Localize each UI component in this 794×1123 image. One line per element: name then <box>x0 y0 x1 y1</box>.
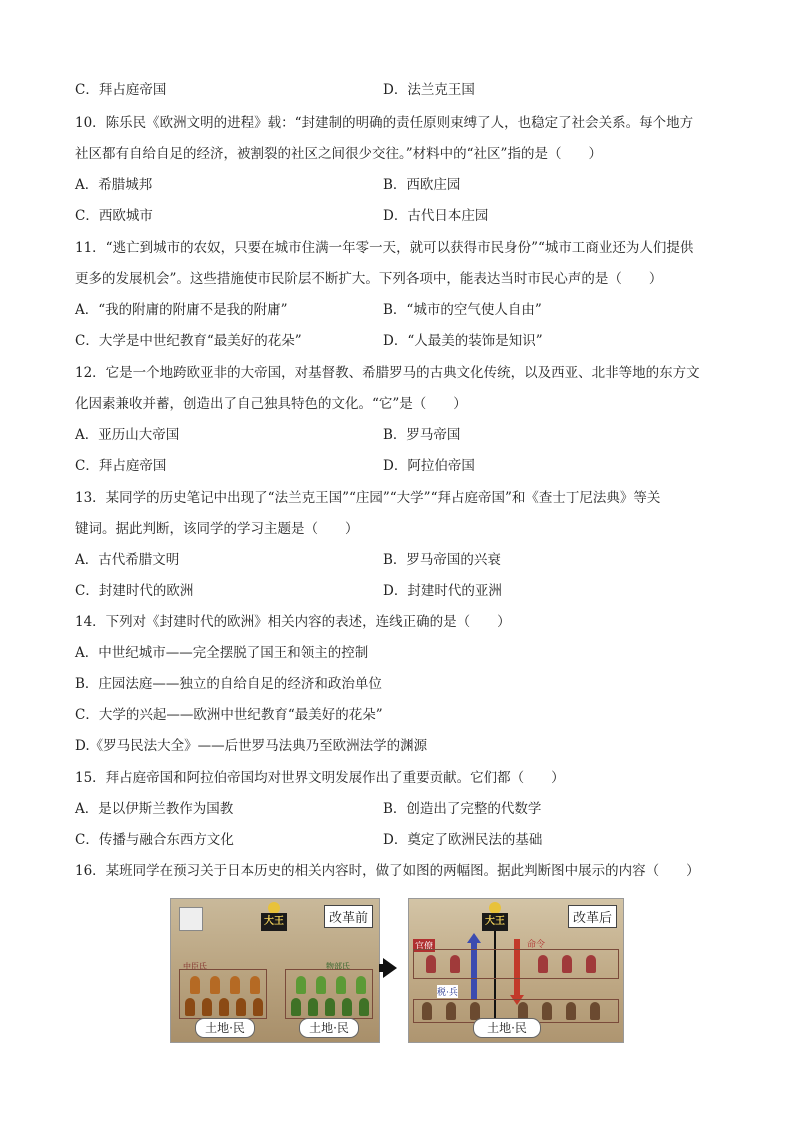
land-people-label: 土地·民 <box>195 1018 255 1038</box>
noble-figure <box>336 976 346 994</box>
peasant-figure <box>446 1002 456 1020</box>
noble-figure <box>250 976 260 994</box>
question-13-line-1: 13．某同学的历史笔记中出现了“法兰克王国”“庄园”“大学”“拜占庭帝国”和《查士丁尼法典》等关 <box>75 490 661 506</box>
option-d: D．封建时代的亚洲 <box>383 583 502 599</box>
logo-icon <box>179 907 203 931</box>
peasant-figure <box>422 1002 432 1020</box>
officials-label: 官僚 <box>413 939 435 952</box>
peasant-figure <box>542 1002 552 1020</box>
option-b: B．“城市的空气使人自由” <box>383 302 542 318</box>
noble-figure <box>316 976 326 994</box>
option-c: C．大学是中世纪教育“最美好的花朵” <box>75 333 302 349</box>
clan-a-frame <box>179 969 267 1019</box>
before-reform-tag: 改革前 <box>324 905 373 928</box>
noble-figure <box>190 976 200 994</box>
question-11-line-2: 更多的发展机会”。这些措施使市民阶层不断扩大。下列各项中，能表达当时市民心声的是（ ） <box>75 271 663 287</box>
option-a: A．中世纪城市——完全摆脱了国王和领主的控制 <box>75 645 369 661</box>
question-15-stem: 15．拜占庭帝国和阿拉伯帝国均对世界文明发展作出了重要贡献。它们都（ ） <box>75 770 565 786</box>
king-label: 大王 <box>482 913 508 931</box>
question-10-line-1: 10．陈乐民《欧洲文明的进程》载：“封建制的明确的责任原则束缚了人，也稳定了社会关系。每个地方 <box>75 115 694 131</box>
peasant-figure <box>219 998 229 1016</box>
peasant-figure <box>202 998 212 1016</box>
arrow-right-icon <box>383 958 397 978</box>
question-13-line-2: 键词。据此判断，该同学的学习主题是（ ） <box>75 521 359 537</box>
option-a: A．“我的附庸的附庸不是我的附庸” <box>75 302 288 318</box>
option-d: D．“人最美的装饰是知识” <box>383 333 543 349</box>
option-c: C．西欧城市 <box>75 208 153 224</box>
official-figure <box>562 955 572 973</box>
clan-b-frame <box>285 969 373 1019</box>
peasant-figure <box>590 1002 600 1020</box>
noble-figure <box>230 976 240 994</box>
peasant-figure <box>253 998 263 1016</box>
official-figure <box>426 955 436 973</box>
question-11-line-1: 11．“逃亡到城市的农奴，只要在城市住满一年零一天，就可以获得市民身份”“城市工商业还为人们提供 <box>75 240 694 256</box>
option-d: D．奠定了欧洲民法的基础 <box>383 832 543 848</box>
option-c: C．传播与融合东西方文化 <box>75 832 234 848</box>
option-b: B．罗马帝国的兴衰 <box>383 552 501 568</box>
peasant-figure <box>236 998 246 1016</box>
king-label: 大王 <box>261 913 287 931</box>
figure-after-reform <box>408 898 624 1043</box>
noble-figure <box>356 976 366 994</box>
peasant-figure <box>308 998 318 1016</box>
option-a: A．是以伊斯兰教作为国教 <box>75 801 234 817</box>
official-figure <box>450 955 460 973</box>
clan-b-label: 物部氏 <box>326 962 350 971</box>
tax-soldier-label: 税·兵 <box>437 985 458 998</box>
noble-figure <box>210 976 220 994</box>
option-d: D.《罗马民法大全》——后世罗马法典乃至欧洲法学的渊源 <box>75 738 428 754</box>
command-label: 命令 <box>527 940 546 950</box>
option-c: C．大学的兴起——欧洲中世纪教育“最美好的花朵” <box>75 707 383 723</box>
question-16-stem: 16．某班同学在预习关于日本历史的相关内容时，做了如图的两幅图。据此判断图中展示的内容（ ） <box>75 863 700 879</box>
question-12-line-2: 化因素兼收并蓄，创造出了自己独具特色的文化。“它”是（ ） <box>75 396 467 412</box>
peasant-figure <box>325 998 335 1016</box>
peasant-figure <box>342 998 352 1016</box>
option-b: B．庄园法庭——独立的自给自足的经济和政治单位 <box>75 676 382 692</box>
officials-frame <box>413 949 619 979</box>
option-a: A．希腊城邦 <box>75 177 153 193</box>
arrow-up-icon <box>467 933 481 943</box>
peasant-figure <box>566 1002 576 1020</box>
question-12-line-1: 12．它是一个地跨欧亚非的大帝国，对基督教、希腊罗马的古典文化传统，以及西亚、北非等地的东方文 <box>75 365 700 381</box>
option-d: D．阿拉伯帝国 <box>383 458 475 474</box>
option-a: A．古代希腊文明 <box>75 552 180 568</box>
official-figure <box>538 955 548 973</box>
question-10-line-2: 社区都有自给自足的经济，被割裂的社区之间很少交往。”材料中的“社区”指的是（ ） <box>75 146 602 162</box>
peasant-figure <box>359 998 369 1016</box>
option-c: C．拜占庭帝国 <box>75 458 167 474</box>
peasant-figure <box>470 1002 480 1020</box>
peasant-figure <box>291 998 301 1016</box>
option-d: D．古代日本庄园 <box>383 208 489 224</box>
option-b: B．西欧庄园 <box>383 177 461 193</box>
figure-before-reform <box>170 898 380 1043</box>
option-d: D．法兰克王国 <box>383 82 475 98</box>
clan-a-label: 中臣氏 <box>183 962 207 971</box>
noble-figure <box>296 976 306 994</box>
option-b: B．罗马帝国 <box>383 427 461 443</box>
official-figure <box>586 955 596 973</box>
option-b: B．创造出了完整的代数学 <box>383 801 542 817</box>
land-people-label: 土地·民 <box>299 1018 359 1038</box>
after-reform-tag: 改革后 <box>568 905 617 928</box>
option-a: A．亚历山大帝国 <box>75 427 180 443</box>
question-14-stem: 14．下列对《封建时代的欧洲》相关内容的表述，连线正确的是（ ） <box>75 614 511 630</box>
land-people-label: 土地·民 <box>473 1018 541 1038</box>
peasant-figure <box>185 998 195 1016</box>
option-c: C．封建时代的欧洲 <box>75 583 194 599</box>
option-c: C．拜占庭帝国 <box>75 82 167 98</box>
